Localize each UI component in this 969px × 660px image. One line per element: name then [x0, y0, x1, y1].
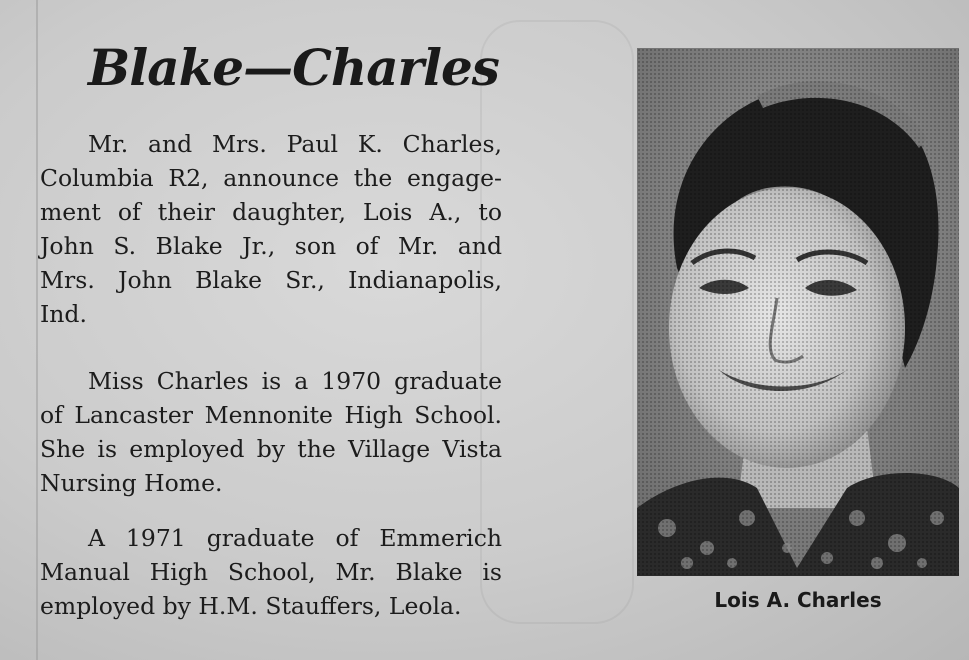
paragraph-announcement	[40, 127, 502, 331]
paragraph-groom	[40, 521, 502, 623]
headline: Blake—Charles	[88, 38, 499, 97]
text-line: Miss Charles is a 1970 graduate	[88, 367, 502, 395]
portrait-photo	[637, 48, 959, 576]
text-line: ment of their daughter, Lois A., to	[40, 198, 502, 226]
print-bleed-through	[480, 20, 634, 624]
text-line: Manual High School, Mr. Blake is	[40, 558, 502, 586]
text-line: of Lancaster Mennonite High School.	[40, 401, 502, 429]
paragraph-bride	[40, 364, 502, 500]
fold-line	[36, 0, 38, 660]
text-line: She is employed by the Village Vista	[40, 435, 502, 463]
text-line: Nursing Home.	[40, 469, 223, 497]
text-line: employed by H.M. Stauffers, Leola.	[40, 592, 462, 620]
text-line: A 1971 graduate of Emmerich	[88, 524, 502, 552]
text-line: John S. Blake Jr., son of Mr. and	[40, 232, 502, 260]
photo-caption: Lois A. Charles	[714, 588, 882, 612]
text-line: Mr. and Mrs. Paul K. Charles,	[88, 130, 502, 158]
text-line: Ind.	[40, 300, 87, 328]
text-line: Mrs. John Blake Sr., Indianapolis,	[40, 266, 502, 294]
text-line: Columbia R2, announce the engage-	[40, 164, 502, 192]
